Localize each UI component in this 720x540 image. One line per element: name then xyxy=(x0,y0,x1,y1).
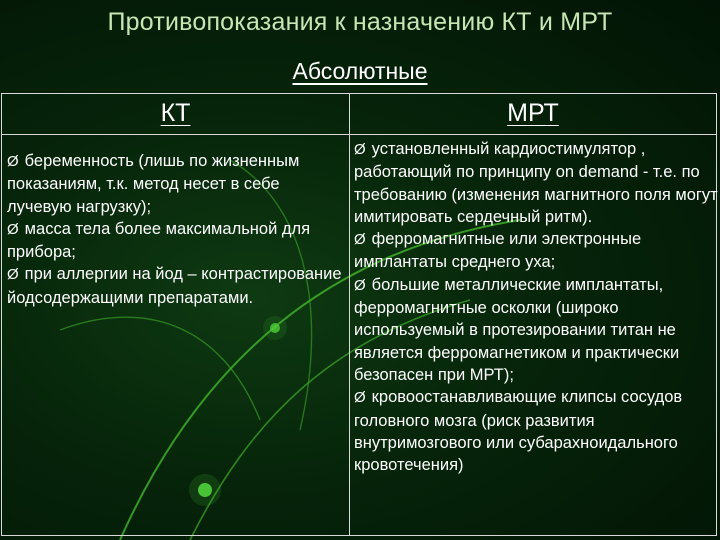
list-item xyxy=(354,386,719,476)
list-item-text: кровоостанавливающие клипсы сосудов головного мозга (риск развития внутримозгового или субарахноидального кровотечения) xyxy=(354,388,683,475)
arrow-bullet-icon: Ø xyxy=(354,231,366,249)
mrt-cell xyxy=(354,138,719,476)
list-item xyxy=(354,228,719,274)
list-item-text: ферромагнитные или электронные имплантаты среднего уха; xyxy=(354,230,642,272)
arrow-bullet-icon: Ø xyxy=(7,220,19,238)
arrow-bullet-icon: Ø xyxy=(354,389,366,407)
column-header-kt-label: КТ xyxy=(160,99,191,127)
list-item-text: масса тела более максимальной для прибора; xyxy=(7,219,311,262)
list-item xyxy=(7,150,347,218)
arrow-bullet-icon: Ø xyxy=(354,141,366,158)
list-item-text: установленный кардиостимулятор , работающий по принципу on demand - т.е. по требованию (изменения магнитного поля могут имитировать сердечный ритм). xyxy=(354,140,718,226)
list-item xyxy=(7,218,347,264)
arrow-bullet-icon: Ø xyxy=(7,153,19,170)
column-divider xyxy=(349,94,350,535)
slide-subtitle xyxy=(0,58,720,85)
list-item-text: беременность (лишь по жизненным показаниям, т.к. метод несет в себе лучевую нагрузку); xyxy=(7,152,300,216)
contraindications-table xyxy=(1,93,717,536)
column-header-mrt xyxy=(350,99,716,128)
list-item-text: при аллергии на йод – контрастирование йодсодержащими препаратами. xyxy=(7,265,342,307)
list-item xyxy=(354,138,719,228)
column-header-kt xyxy=(2,99,349,128)
arrow-bullet-icon: Ø xyxy=(354,276,366,294)
header-divider xyxy=(2,134,716,135)
subtitle-text: Абсолютные xyxy=(292,58,428,84)
kt-cell xyxy=(7,150,347,309)
list-item-text: большие металлические имплантаты, ферромагнитные осколки (широко используемый в протезировании титан не является ферромагнетиком и практически безопасен при МРТ); xyxy=(354,275,680,384)
column-header-mrt-label: МРТ xyxy=(507,99,559,127)
list-item xyxy=(354,274,719,386)
list-item xyxy=(7,263,347,309)
arrow-bullet-icon: Ø xyxy=(7,266,19,284)
slide-title: Противопоказания к назначению КТ и МРТ xyxy=(107,8,613,36)
